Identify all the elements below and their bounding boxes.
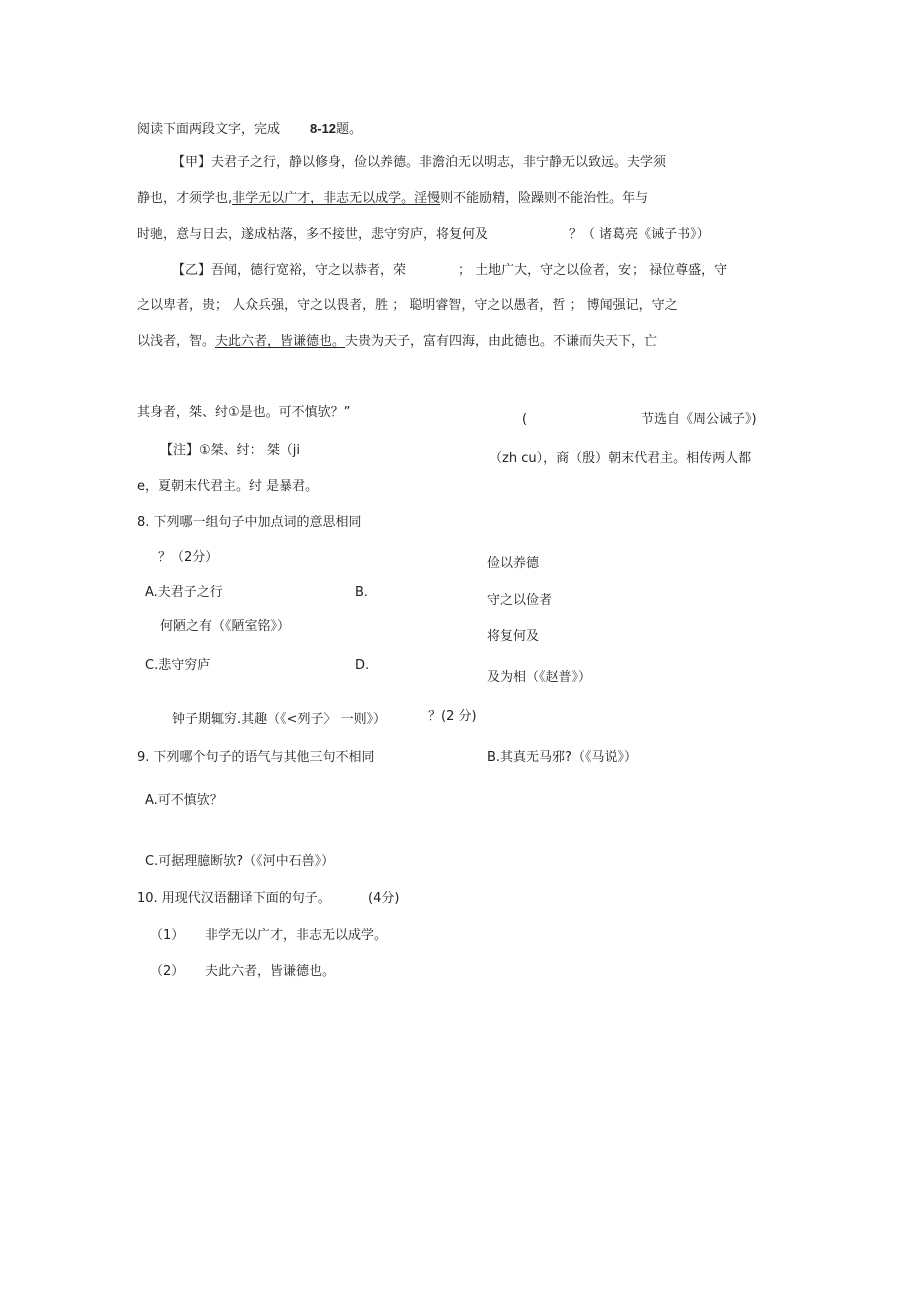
q9-title: 9. 下列哪个句子的语气与其他三句不相同 xyxy=(137,750,375,765)
q10-score: (4分) xyxy=(368,891,400,906)
q8-option-c-2: 将复何及 xyxy=(487,629,540,644)
yi-line-3-pre: 以浅者，智。 xyxy=(137,334,216,349)
jia-line-1: 【甲】夫君子之行，静以修身，俭以养德。非澹泊无以明志，非宁静无以致远。夫学须 xyxy=(172,155,667,170)
note-line-a: 【注】①桀、纣： 桀（ji xyxy=(160,443,301,458)
q8-option-c-text: 悲守穷庐 xyxy=(158,658,211,673)
q8-option-d: 及为相（《赵普》） xyxy=(487,670,592,685)
q8-option-a-text: 夫君子之行 xyxy=(157,585,223,600)
yi-line-3-post: 夫贵为天子，富有四海，由此德也。不谦而失天下，亡 xyxy=(345,334,658,349)
q8-option-b-2: 守之以俭者 xyxy=(487,593,553,608)
q8-title: 8. 下列哪一组句子中加点词的意思相同 xyxy=(137,515,362,530)
yi-line-3 xyxy=(137,334,657,350)
q10-item-1-label: （1） xyxy=(150,928,185,943)
jia-source: ？（ 诸葛亮《诫子书》） xyxy=(569,227,710,242)
q8-option-a xyxy=(145,585,223,601)
jia-line-2-pre: 静也，才须学也, xyxy=(137,191,233,206)
q8-option-d-2: 钟子期辄穷.其趣（《<列子〉 一则》） xyxy=(172,712,387,727)
q8-option-c xyxy=(145,658,210,674)
q9-option-c: C.可据理臆断欤?（《河中石兽》） xyxy=(145,854,335,869)
note-line-b: （zh cu），商（殷）朝末代君主。相传两人都 xyxy=(489,451,752,466)
jia-line-2-post: 则不能励精，险躁则不能治性。年与 xyxy=(440,191,649,206)
q10-title: 10. 用现代汉语翻译下面的句子。 xyxy=(137,891,331,906)
q10-item-2-label: （2） xyxy=(150,964,185,979)
q10-item-1: 非学无以广才，非志无以成学。 xyxy=(205,928,388,943)
yi-underlined-sentence: 夫此六者，皆谦德也。 xyxy=(215,334,346,349)
q8-option-d-label: D. xyxy=(355,658,370,673)
q9-option-b: B.其真无马邪?（《马说》） xyxy=(487,750,637,765)
q8-score: ？（2分） xyxy=(158,550,219,565)
intro-line xyxy=(137,121,362,138)
note-line-c: e，夏朝末代君主。纣 是暴君。 xyxy=(137,479,319,494)
intro-text: 阅读下面两段文字，完成 xyxy=(137,122,281,137)
jia-underlined-sentence: 非学无以广才，非志无以成学。淫慢 xyxy=(232,191,441,206)
intro-question-range: 8-12 xyxy=(310,121,337,136)
jia-line-3: 时驰，意与日去，遂成枯落，多不接世，悲守穷庐，将复何及 xyxy=(137,227,489,242)
q8-option-b-label: B. xyxy=(355,585,369,600)
q10-item-2: 夫此六者，皆谦德也。 xyxy=(205,964,336,979)
jia-line-2 xyxy=(137,191,648,207)
q8-option-a-2: 俭以养德 xyxy=(487,556,540,571)
yi-line-1c: ； 禄位尊盛，守 xyxy=(632,263,728,278)
intro-suffix: 题。 xyxy=(336,122,363,137)
yi-source-paren: ( xyxy=(522,412,528,427)
q8-option-d-score: ？(2 分) xyxy=(428,709,477,724)
q8-option-a-label: A. xyxy=(145,585,158,600)
yi-line-2: 之以卑者，贵； 人众兵强，守之以畏者，胜 ； 聪明睿智，守之以愚者，哲 ； 博闻强记，守之 xyxy=(137,298,678,313)
yi-line-4: 其身者，桀、纣①是也。可不慎欤？” xyxy=(137,405,351,420)
yi-line-1b: ； 土地广大，守之以俭者，安 xyxy=(458,263,632,278)
q9-option-a: A.可不慎欤？ xyxy=(145,793,223,808)
q8-option-b: 何陋之有（《陋室铭》） xyxy=(160,619,291,634)
yi-source: 节选自《周公诫子》) xyxy=(641,412,757,427)
q8-option-c-label: C. xyxy=(145,658,159,673)
yi-line-1a: 【乙】吾闻，德行宽裕，守之以恭者，荣 xyxy=(172,263,407,278)
